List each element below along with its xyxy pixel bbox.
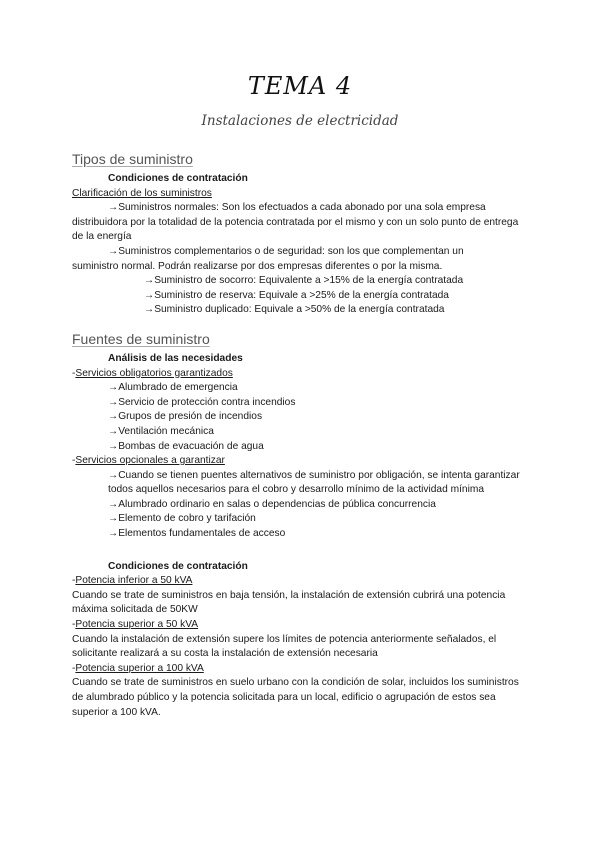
document-subtitle: Instalaciones de electricidad (201, 113, 399, 129)
section-heading-fuentes: Fuentes de suministro (72, 330, 210, 347)
power-text-2: Cuando la instalación de extensión supere los límites de potencia anteriormente señalados, el solicitante realizará a su costa la instalación de extensión necesaria (72, 633, 497, 660)
supply-item: →Suministro duplicado: Equivale a >50% de la energía contratada (144, 304, 445, 316)
optional-item-first: →Cuando se tienen puentes alternativos de suministro por obligación, se intenta garantizar todos aquellos necesarios para el cobro y desarrollo mínimo de la actividad mínima (108, 469, 520, 496)
power-label-1: Potencia inferior a 50 kVA (75, 575, 193, 587)
mandatory-item: →Ventilación mecánica (108, 425, 214, 437)
power-label-3: Potencia superior a 100 kVA (75, 662, 204, 674)
complementary-supply-line: →Suministros complementarios o de seguridad: son los que complementan un (108, 245, 464, 257)
optional-label: Servicios opcionales a garantizar (75, 455, 225, 467)
document-body: Tipos de suministro Condiciones de contratación Clarificación de los suministros →Suministros normales: Son los efectuados a cada abonado por una sola empresa distribuidora por la totalidad de la potencia contratada por el mismo y con un solo punto de entrega de la energía →Suministros complementarios o de seguridad: son los que complementan un suministro normal. Podrán realizarse por dos empresas diferentes o por la misma. →Suministro de socorro: Equivalente a >15% de la energía contratada →Suministro de reserva: Equivale a >25% de la energía contratada →Suministro duplicado: Equivale a >50% de la energía contratada Fuentes de suministro Análisis de las necesidades -Servicios obligatorios garantizados →Alumbrado de emergencia →Servicio de protección contra incendios →Grupos de presión de incendios →Ventilación mecánica →Bombas de evacuación de agua -Servicios opcionales a garantizar →Cuando se tienen puentes alternativos de suministro por obligación, se intenta garantizar todos aquellos necesarios para el cobro y desarrollo mínimo de la actividad mínima →Alumbrado ordinario en salas o dependencias de pública concurrencia →Elemento de cobro y tarifación →Elementos fundamentales de acceso Condiciones de contratación -Potencia inferior a 50 kVA Cuando se trate de suministros en baja tensión, la instalación de extensión cubrirá una potencia máxima solicitada de 50KW -Potencia superior a 50 kVA Cuando la instalación de extensión supere los límites de potencia anteriormente señalados, el solicitante realizará a su costa la instalación de extensión necesaria -Potencia superior a 100 kVA Cuando se trate de suministros en suelo urbano con la condición de solar, incluidos los suministros de alumbrado público y la potencia solicitada para un local, edificio o agrupación de estos sea superior a 100 kVA. (72, 150, 532, 720)
subheading-contratacion: Condiciones de contratación (108, 560, 248, 572)
mandatory-item: →Bombas de evacuación de agua (108, 440, 264, 452)
mandatory-item: →Servicio de protección contra incendios (108, 396, 296, 408)
supply-item: →Suministro de reserva: Equivale a >25% de la energía contratada (144, 289, 449, 301)
mandatory-item: →Grupos de presión de incendios (108, 411, 263, 423)
mandatory-item: →Alumbrado de emergencia (108, 382, 238, 394)
section-heading-tipos: Tipos de suministro (72, 151, 193, 167)
optional-item: →Elemento de cobro y tarifación (108, 513, 256, 525)
power-text-3: Cuando se trate de suministros en suelo urbano con la condición de solar, incluidos los suministros de alumbrado público y la potencia solicitada para un local, edificio o agrupación de estos sea superior a 100 kVA. (72, 677, 519, 718)
complementary-supply-cont: suministro normal. Podrán realizarse por dos empresas diferentes o por la misma. (72, 260, 443, 272)
subheading-analisis: Análisis de las necesidades (108, 352, 243, 364)
mandatory-label: Servicios obligatorios garantizados (75, 367, 233, 379)
document-title: TEMA 4 (247, 72, 353, 100)
normal-supply-cont: distribuidora por la totalidad de la potencia contratada por el mismo y con un solo punto de entrega de la energía (72, 216, 519, 243)
subheading-condiciones: Condiciones de contratación (108, 173, 248, 184)
power-label-2: Potencia superior a 50 kVA (75, 619, 199, 631)
supply-item: →Suministro de socorro: Equivalente a >15% de la energía contratada (144, 275, 464, 287)
normal-supply-line: →Suministros normales: Son los efectuados a cada abonado por una sola empresa (108, 202, 486, 214)
power-text-1: Cuando se trate de suministros en baja tensión, la instalación de extensión cubrirá una potencia máxima solicitada de 50KW (72, 589, 506, 616)
optional-item: →Elementos fundamentales de acceso (108, 528, 286, 540)
optional-item: →Alumbrado ordinario en salas o dependencias de pública concurrencia (108, 498, 436, 510)
clarification-label: Clarificación de los suministros (72, 187, 212, 199)
